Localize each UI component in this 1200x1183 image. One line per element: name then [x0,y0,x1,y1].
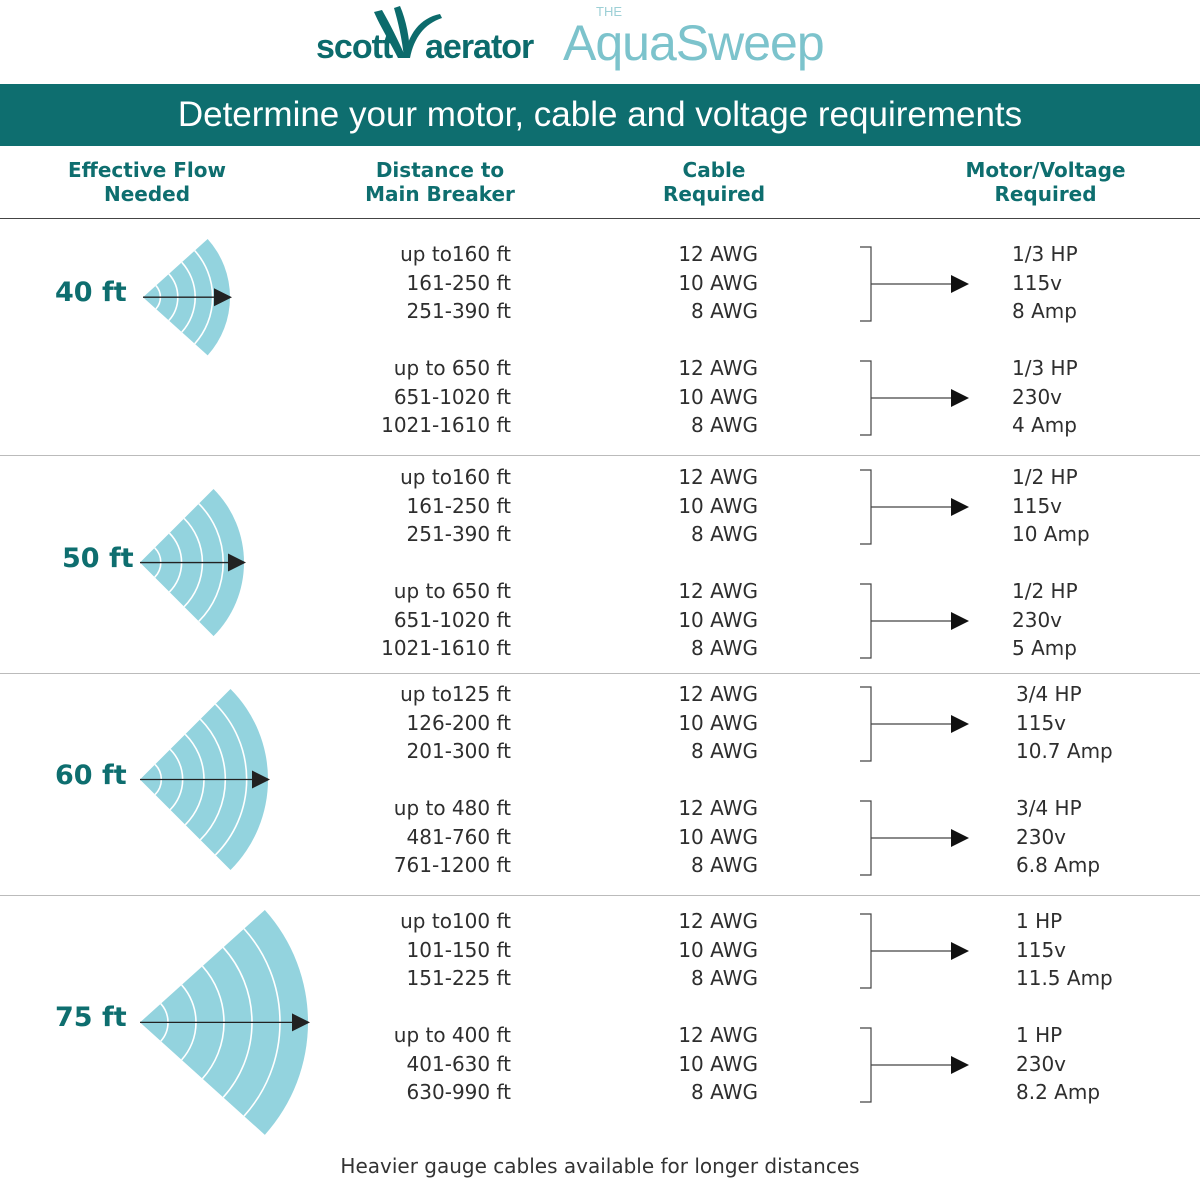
bracket-line [860,361,871,435]
motor-value: 115v [1012,270,1063,295]
cable-value: 8 AWG [691,522,758,546]
section-divider [0,895,1200,896]
brand-product: AquaSweep [563,15,824,71]
motor-value: 3/4 HP [1016,796,1082,820]
cable-value: 8 AWG [691,853,758,877]
motor-value: 115v [1012,493,1063,518]
cable-value: 10 AWG [678,607,758,632]
cable-value: 12 AWG [678,465,758,489]
bracket-arrow-icon [858,245,978,325]
distance-value: 651-1020 ft [393,607,511,632]
bracket-line [860,1028,871,1102]
bracket-arrow-icon [858,582,978,662]
flow-fan-icon [126,475,258,650]
motor-value: 3/4 HP [1016,682,1082,706]
motor-value: 1/3 HP [1012,356,1078,380]
cable-value: 12 AWG [678,909,758,933]
column-header-flow: Effective Flow Needed [68,158,226,206]
bracket-arrow-head-icon [951,498,969,516]
cable-value: 8 AWG [691,636,758,660]
cable-value: 10 AWG [678,937,758,962]
cable-value: 8 AWG [691,1080,758,1104]
motor-value: 8 Amp [1012,299,1077,323]
distance-value: up to 480 ft [393,796,511,820]
distance-value: 201-300 ft [406,739,511,763]
bracket-arrow-icon [858,685,978,765]
motor-value: 11.5 Amp [1016,966,1113,990]
bracket-line [860,687,871,761]
motor-value: 6.8 Amp [1016,853,1101,877]
motor-value: 10 Amp [1012,522,1090,546]
cable-value: 10 AWG [678,1051,758,1076]
motor-value: 230v [1012,384,1063,409]
distance-value: 161-250 ft [406,493,511,518]
cable-value: 10 AWG [678,270,758,295]
motor-value: 8.2 Amp [1016,1080,1101,1104]
section-divider [0,455,1200,456]
motor-value: 5 Amp [1012,636,1077,660]
bracket-arrow-head-icon [951,715,969,733]
bracket-arrow-icon [858,799,978,879]
distance-value: up to160 ft [400,242,511,266]
motor-value: 230v [1016,1051,1067,1076]
cable-value: 12 AWG [678,579,758,603]
bracket-arrow-head-icon [951,389,969,407]
bracket-arrow-icon [858,468,978,548]
flow-fan-icon [126,675,282,884]
bracket-arrow-head-icon [951,612,969,630]
bracket-arrow-icon [858,912,978,992]
logo-bar [0,0,1200,84]
distance-value: 251-390 ft [406,522,511,546]
cable-value: 8 AWG [691,299,758,323]
distance-value: 1021-1610 ft [381,413,511,437]
motor-value: 230v [1016,824,1067,849]
motor-value: 230v [1012,607,1063,632]
distance-value: 401-630 ft [406,1051,511,1076]
flow-distance-label: 50 ft [62,543,134,574]
flow-distance-label: 75 ft [55,1002,127,1033]
cable-value: 10 AWG [678,710,758,735]
banner-title: Determine your motor, cable and voltage requirements [177,95,1023,134]
bracket-arrow-icon [858,359,978,439]
header-divider [0,218,1200,219]
distance-value: 630-990 ft [406,1080,511,1104]
brand-the: THE [596,4,622,19]
cable-value: 10 AWG [678,824,758,849]
bracket-arrow-head-icon [951,1056,969,1074]
brand-aerator: aerator [425,28,534,66]
flow-distance-label: 60 ft [55,760,127,791]
column-header-distance: Distance to Main Breaker [365,158,515,206]
bracket-arrow-head-icon [951,275,969,293]
distance-value: 126-200 ft [406,710,511,735]
motor-value: 1/3 HP [1012,242,1078,266]
distance-value: up to160 ft [400,465,511,489]
cable-value: 12 AWG [678,1023,758,1047]
column-header-cable: Cable Required [662,158,766,206]
cable-value: 12 AWG [678,356,758,380]
distance-value: 251-390 ft [406,299,511,323]
distance-value: 101-150 ft [406,937,511,962]
motor-value: 1 HP [1016,1023,1063,1047]
cable-value: 12 AWG [678,682,758,706]
motor-value: 1 HP [1016,909,1063,933]
motor-value: 115v [1016,937,1067,962]
bracket-arrow-head-icon [951,829,969,847]
bracket-line [860,801,871,875]
flow-distance-label: 40 ft [55,277,127,308]
distance-value: up to 650 ft [393,356,511,380]
brand-scott: scott [316,28,393,66]
distance-value: 161-250 ft [406,270,511,295]
bracket-line [860,914,871,988]
cable-value: 12 AWG [678,242,758,266]
distance-value: up to100 ft [400,909,511,933]
cable-value: 10 AWG [678,493,758,518]
bracket-line [860,247,871,321]
motor-value: 115v [1016,710,1067,735]
section-divider [0,673,1200,674]
bracket-arrow-icon [858,1026,978,1106]
column-header-motor: Motor/Voltage Required [965,158,1126,206]
motor-value: 4 Amp [1012,413,1077,437]
distance-value: 151-225 ft [406,966,511,990]
cable-value: 8 AWG [691,739,758,763]
flow-fan-icon [129,225,244,369]
banner [0,84,1200,146]
motor-value: 10.7 Amp [1016,739,1113,763]
distance-value: up to 400 ft [393,1023,511,1047]
cable-value: 8 AWG [691,413,758,437]
cable-value: 10 AWG [678,384,758,409]
bracket-line [860,470,871,544]
distance-value: 481-760 ft [406,824,511,849]
distance-value: 1021-1610 ft [381,636,511,660]
cable-value: 12 AWG [678,796,758,820]
bracket-line [860,584,871,658]
distance-value: 761-1200 ft [393,853,511,877]
cable-value: 8 AWG [691,966,758,990]
motor-value: 1/2 HP [1012,465,1078,489]
bracket-arrow-head-icon [951,942,969,960]
distance-value: up to125 ft [400,682,511,706]
footnote: Heavier gauge cables available for longer distances [340,1154,860,1178]
distance-value: 651-1020 ft [393,384,511,409]
motor-value: 1/2 HP [1012,579,1078,603]
distance-value: up to 650 ft [393,579,511,603]
